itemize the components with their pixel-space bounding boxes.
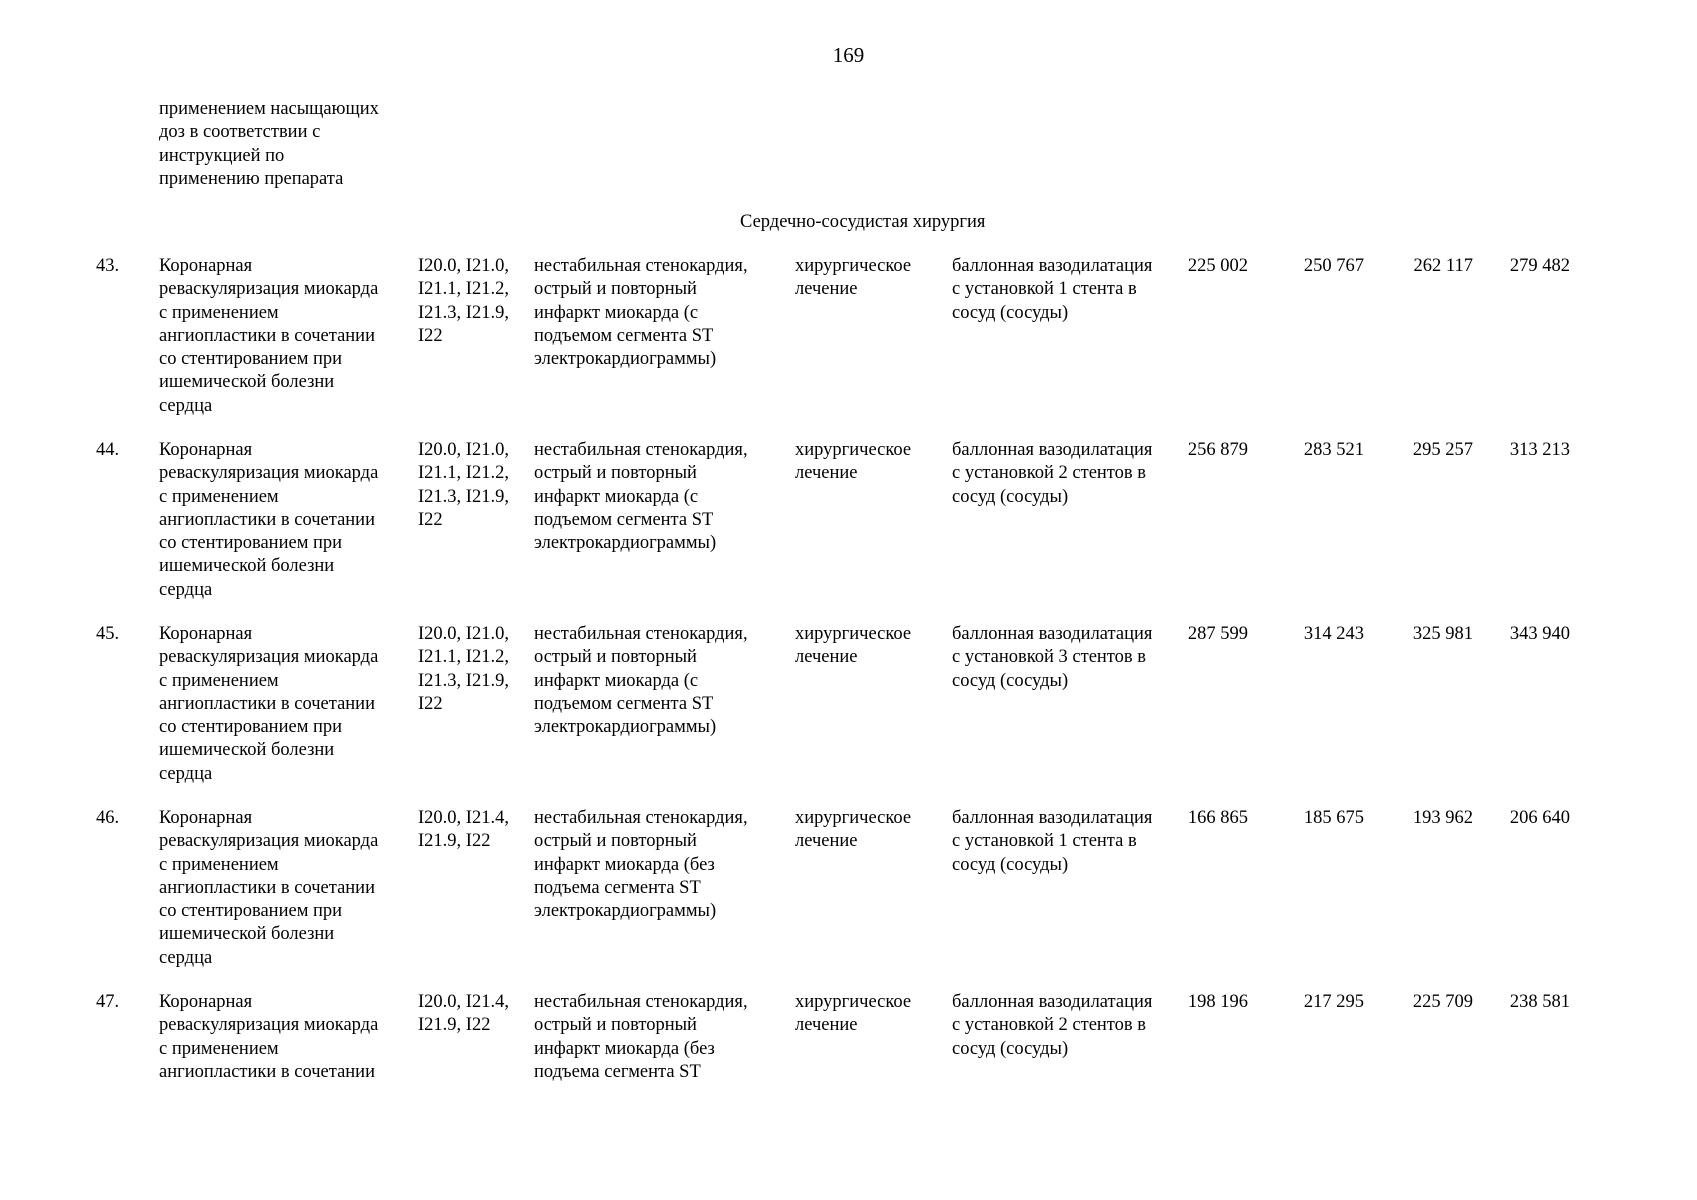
cost-value-2: 185 675 — [1303, 808, 1364, 828]
procedure-name: Коронарная реваскуляризация миокарда с применением ангиопластики в сочетании со стентированием при ишемической болезни сердца — [159, 808, 379, 968]
treatment-type: хирургическое лечение — [795, 624, 912, 668]
cost-value-4: 343 940 — [1509, 624, 1570, 644]
cost-value-4: 279 482 — [1509, 256, 1570, 276]
row-number: 44. — [96, 440, 120, 460]
cost-value-1: 198 196 — [1187, 992, 1248, 1012]
icd-codes: I20.0, I21.4, I21.9, I22 — [418, 808, 509, 852]
cost-value-2: 283 521 — [1303, 440, 1364, 460]
cost-value-2: 314 243 — [1303, 624, 1364, 644]
cost-value-3: 193 962 — [1412, 808, 1473, 828]
cost-value-4: 206 640 — [1509, 808, 1570, 828]
cost-value-4: 313 213 — [1509, 440, 1570, 460]
section-title: Сердечно-сосудистая хирургия — [740, 212, 986, 232]
treatment-type: хирургическое лечение — [795, 992, 912, 1036]
patient-model: нестабильная стенокардия, острый и повторный инфаркт миокарда (без подъема сегмента ST электрокардиограммы) — [534, 808, 748, 922]
treatment-method: баллонная вазодилатация с установкой 2 стентов в сосуд (сосуды) — [952, 440, 1153, 507]
patient-model: нестабильная стенокардия, острый и повторный инфаркт миокарда (с подъемом сегмента ST электрокардиограммы) — [534, 256, 748, 370]
treatment-type: хирургическое лечение — [795, 440, 912, 484]
icd-codes: I20.0, I21.0, I21.1, I21.2, I21.3, I21.9, I22 — [418, 440, 509, 530]
treatment-method: баллонная вазодилатация с установкой 2 стентов в сосуд (сосуды) — [952, 992, 1153, 1059]
cost-value-1: 256 879 — [1187, 440, 1248, 460]
page-number: 169 — [832, 43, 865, 67]
icd-codes: I20.0, I21.0, I21.1, I21.2, I21.3, I21.9, I22 — [418, 624, 509, 714]
continued-method-text: применением насыщающих доз в соответствии с инструкцией по применению препарата — [159, 99, 379, 189]
row-number: 47. — [96, 992, 120, 1012]
cost-value-3: 262 117 — [1413, 256, 1473, 276]
row-number: 45. — [96, 624, 120, 644]
procedure-name: Коронарная реваскуляризация миокарда с применением ангиопластики в сочетании со стентированием при ишемической болезни сердца — [159, 256, 379, 416]
treatment-method: баллонная вазодилатация с установкой 1 стента в сосуд (сосуды) — [952, 808, 1153, 875]
treatment-method: баллонная вазодилатация с установкой 3 стентов в сосуд (сосуды) — [952, 624, 1153, 691]
cost-value-3: 225 709 — [1412, 992, 1473, 1012]
cost-value-3: 325 981 — [1412, 624, 1473, 644]
treatment-method: баллонная вазодилатация с установкой 1 стента в сосуд (сосуды) — [952, 256, 1153, 323]
patient-model: нестабильная стенокардия, острый и повторный инфаркт миокарда (без подъема сегмента ST — [534, 992, 748, 1082]
cost-value-3: 295 257 — [1412, 440, 1473, 460]
cost-value-2: 250 767 — [1303, 256, 1364, 276]
procedure-name: Коронарная реваскуляризация миокарда с применением ангиопластики в сочетании — [159, 992, 379, 1082]
treatment-type: хирургическое лечение — [795, 256, 912, 300]
cost-value-1: 225 002 — [1187, 256, 1248, 276]
cost-value-2: 217 295 — [1303, 992, 1364, 1012]
row-number: 46. — [96, 808, 120, 828]
procedure-name: Коронарная реваскуляризация миокарда с применением ангиопластики в сочетании со стентированием при ишемической болезни сердца — [159, 624, 379, 784]
cost-value-4: 238 581 — [1509, 992, 1570, 1012]
treatment-type: хирургическое лечение — [795, 808, 912, 852]
row-number: 43. — [96, 256, 120, 276]
icd-codes: I20.0, I21.4, I21.9, I22 — [418, 992, 509, 1036]
patient-model: нестабильная стенокардия, острый и повторный инфаркт миокарда (с подъемом сегмента ST электрокардиограммы) — [534, 440, 748, 554]
cost-value-1: 166 865 — [1187, 808, 1248, 828]
cost-value-1: 287 599 — [1187, 624, 1248, 644]
procedure-name: Коронарная реваскуляризация миокарда с применением ангиопластики в сочетании со стентированием при ишемической болезни сердца — [159, 440, 379, 600]
icd-codes: I20.0, I21.0, I21.1, I21.2, I21.3, I21.9, I22 — [418, 256, 509, 346]
patient-model: нестабильная стенокардия, острый и повторный инфаркт миокарда (с подъемом сегмента ST электрокардиограммы) — [534, 624, 748, 738]
